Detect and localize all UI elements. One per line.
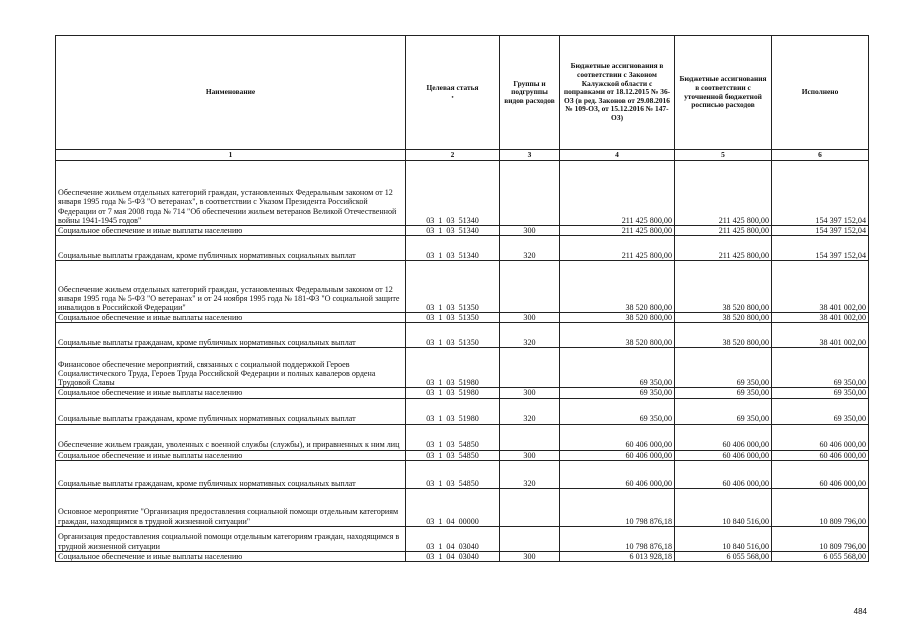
- row-executed-amount: 154 397 152,04: [772, 226, 869, 236]
- page-number: 484: [853, 607, 867, 616]
- row-name: Организация предоставления социальной помощи отдельным категориям граждан, находящимся в трудной жизненной ситуации: [56, 526, 406, 551]
- row-code: 03 1 03 54850: [406, 450, 500, 460]
- row-group: [500, 161, 560, 226]
- row-executed-amount: 69 350,00: [772, 388, 869, 398]
- row-code: 03 1 03 51340: [406, 161, 500, 226]
- row-law-amount: 211 425 800,00: [560, 236, 675, 261]
- header-expense-groups: Группы и подгруппы видов расходов: [500, 36, 560, 150]
- row-name: Социальное обеспечение и иные выплаты населению: [56, 450, 406, 460]
- row-code: 03 1 03 51980: [406, 398, 500, 424]
- row-name: Социальные выплаты гражданам, кроме публичных нормативных социальных выплат: [56, 398, 406, 424]
- row-executed-amount: 154 397 152,04: [772, 236, 869, 261]
- row-group: 320: [500, 236, 560, 261]
- row-roster-amount: 60 406 000,00: [675, 450, 772, 460]
- column-number: 4: [560, 150, 675, 161]
- header-roster-allocations: Бюджетные ассигнования в соответствии с уточненной бюджетной росписью расходов: [675, 36, 772, 150]
- row-roster-amount: 69 350,00: [675, 388, 772, 398]
- row-executed-amount: 69 350,00: [772, 348, 869, 388]
- row-law-amount: 6 013 928,18: [560, 551, 675, 561]
- row-name: Основное мероприятие "Организация предоставления социальной помощи отдельным категориям граждан, находящимся в трудной жизненной ситуации": [56, 488, 406, 526]
- row-group: 300: [500, 450, 560, 460]
- row-code: 03 1 04 00000: [406, 488, 500, 526]
- row-group: [500, 488, 560, 526]
- header-target-article: Целевая статья •: [406, 36, 500, 150]
- row-name: Социальное обеспечение и иные выплаты населению: [56, 388, 406, 398]
- table-row: [56, 161, 869, 226]
- row-executed-amount: 154 397 152,04: [772, 161, 869, 226]
- row-executed-amount: 60 406 000,00: [772, 450, 869, 460]
- row-executed-amount: 10 809 796,00: [772, 488, 869, 526]
- row-executed-amount: 38 401 002,00: [772, 313, 869, 323]
- row-name: Социальное обеспечение и иные выплаты населению: [56, 313, 406, 323]
- row-roster-amount: 38 520 800,00: [675, 313, 772, 323]
- row-group: 300: [500, 551, 560, 561]
- table-row: [56, 348, 869, 388]
- table-row: [56, 226, 869, 236]
- column-number: 6: [772, 150, 869, 161]
- row-roster-amount: 69 350,00: [675, 348, 772, 388]
- header-mark: •: [451, 94, 454, 101]
- header-law-allocations: Бюджетные ассигнования в соответствии с Законом Калужской области с поправками от 18.12.2015 № 36-ОЗ (в ред. Законов от 29.08.2016 № 109-ОЗ, от 15.12.2016 № 147-ОЗ): [560, 36, 675, 150]
- table-row: [56, 526, 869, 551]
- row-group: [500, 348, 560, 388]
- row-code: 03 1 04 03040: [406, 551, 500, 561]
- row-law-amount: 69 350,00: [560, 398, 675, 424]
- row-code: 03 1 03 51350: [406, 313, 500, 323]
- row-executed-amount: 38 401 002,00: [772, 261, 869, 313]
- row-group: [500, 261, 560, 313]
- row-group: [500, 424, 560, 450]
- row-name: Социальные выплаты гражданам, кроме публичных нормативных социальных выплат: [56, 323, 406, 348]
- column-number: 5: [675, 150, 772, 161]
- table-row: [56, 323, 869, 348]
- row-name: Социальные выплаты гражданам, кроме публичных нормативных социальных выплат: [56, 460, 406, 488]
- row-executed-amount: 6 055 568,00: [772, 551, 869, 561]
- row-code: 03 1 03 51340: [406, 236, 500, 261]
- column-number-row: [56, 150, 869, 161]
- row-name: Социальные выплаты гражданам, кроме публичных нормативных социальных выплат: [56, 236, 406, 261]
- header-row: [56, 36, 869, 150]
- header-name: Наименование: [56, 36, 406, 150]
- row-name: Обеспечение жильем граждан, уволенных с военной службы (службы), и приравненных к ним лиц: [56, 424, 406, 450]
- budget-table: [55, 35, 869, 562]
- row-executed-amount: 60 406 000,00: [772, 460, 869, 488]
- row-law-amount: 60 406 000,00: [560, 424, 675, 450]
- row-roster-amount: 38 520 800,00: [675, 261, 772, 313]
- row-code: 03 1 03 51980: [406, 348, 500, 388]
- row-roster-amount: 60 406 000,00: [675, 424, 772, 450]
- row-code: 03 1 04 03040: [406, 526, 500, 551]
- row-law-amount: 38 520 800,00: [560, 261, 675, 313]
- row-group: 320: [500, 460, 560, 488]
- row-executed-amount: 10 809 796,00: [772, 526, 869, 551]
- column-number: 1: [56, 150, 406, 161]
- row-name: Социальное обеспечение и иные выплаты населению: [56, 551, 406, 561]
- row-law-amount: 38 520 800,00: [560, 313, 675, 323]
- row-name: Обеспечение жильем отдельных категорий граждан, установленных Федеральным законом от 12 января 1995 года № 5-ФЗ "О ветеранах" и от 24 ноября 1995 года № 181-ФЗ "О социальной защите инвалидов в Российской Федерации": [56, 261, 406, 313]
- row-roster-amount: 60 406 000,00: [675, 460, 772, 488]
- row-law-amount: 10 798 876,18: [560, 488, 675, 526]
- row-executed-amount: 38 401 002,00: [772, 323, 869, 348]
- row-code: 03 1 03 51340: [406, 226, 500, 236]
- table-row: [56, 313, 869, 323]
- row-law-amount: 10 798 876,18: [560, 526, 675, 551]
- table-row: [56, 398, 869, 424]
- row-roster-amount: 10 840 516,00: [675, 526, 772, 551]
- row-executed-amount: 60 406 000,00: [772, 424, 869, 450]
- row-name: Финансовое обеспечение мероприятий, связанных с социальной поддержкой Героев Социалистического Труда, Героев Труда Российской Федерации и полных кавалеров ордена Трудовой Славы: [56, 348, 406, 388]
- row-law-amount: 69 350,00: [560, 388, 675, 398]
- row-executed-amount: 69 350,00: [772, 398, 869, 424]
- row-code: 03 1 03 54850: [406, 424, 500, 450]
- row-law-amount: 60 406 000,00: [560, 460, 675, 488]
- table-row: [56, 460, 869, 488]
- header-executed: Исполнено: [772, 36, 869, 150]
- column-number: 3: [500, 150, 560, 161]
- row-law-amount: 38 520 800,00: [560, 323, 675, 348]
- table-row: [56, 424, 869, 450]
- row-group: 320: [500, 323, 560, 348]
- table-row: [56, 450, 869, 460]
- row-code: 03 1 03 51980: [406, 388, 500, 398]
- row-roster-amount: 69 350,00: [675, 398, 772, 424]
- row-law-amount: 60 406 000,00: [560, 450, 675, 460]
- row-roster-amount: 211 425 800,00: [675, 161, 772, 226]
- row-group: 300: [500, 388, 560, 398]
- table-row: [56, 388, 869, 398]
- row-group: [500, 526, 560, 551]
- row-group: 300: [500, 313, 560, 323]
- table-row: [56, 551, 869, 561]
- row-roster-amount: 38 520 800,00: [675, 323, 772, 348]
- row-name: Обеспечение жильем отдельных категорий граждан, установленных Федеральным законом от 12 января 1995 года № 5-ФЗ "О ветеранах", в соответствии с Указом Президента Российской Федерации от 7 мая 2008 года № 714 "Об обеспечении жильем ветеранов Великой Отечественной войны 1941-1945 годов": [56, 161, 406, 226]
- row-roster-amount: 211 425 800,00: [675, 236, 772, 261]
- row-roster-amount: 211 425 800,00: [675, 226, 772, 236]
- row-group: 320: [500, 398, 560, 424]
- row-code: 03 1 03 51350: [406, 261, 500, 313]
- row-law-amount: 211 425 800,00: [560, 226, 675, 236]
- row-code: 03 1 03 51350: [406, 323, 500, 348]
- row-law-amount: 211 425 800,00: [560, 161, 675, 226]
- row-roster-amount: 6 055 568,00: [675, 551, 772, 561]
- row-law-amount: 69 350,00: [560, 348, 675, 388]
- table-row: [56, 261, 869, 313]
- row-name: Социальное обеспечение и иные выплаты населению: [56, 226, 406, 236]
- row-code: 03 1 03 54850: [406, 460, 500, 488]
- table-row: [56, 236, 869, 261]
- table-row: [56, 488, 869, 526]
- column-number: 2: [406, 150, 500, 161]
- row-roster-amount: 10 840 516,00: [675, 488, 772, 526]
- row-group: 300: [500, 226, 560, 236]
